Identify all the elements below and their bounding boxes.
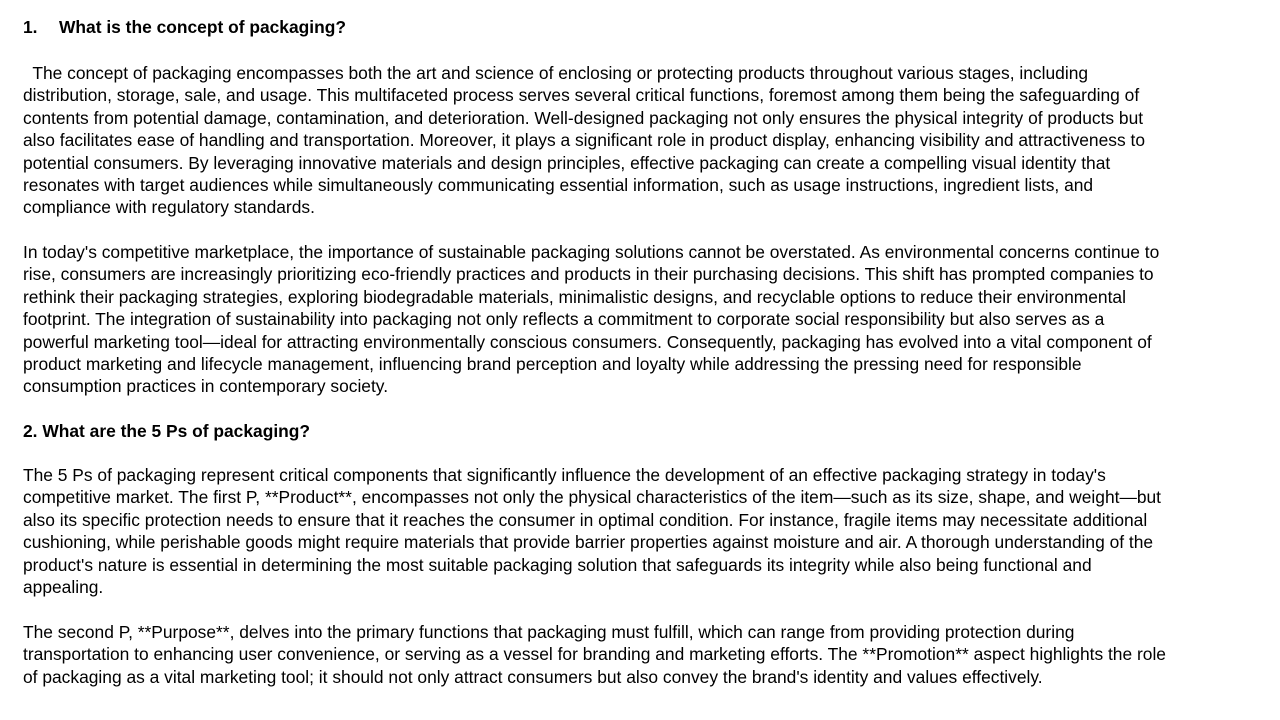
paragraph-line: contents from potential damage, contamination, and deterioration. Well-designed packaging not only ensures the physical integrity of products but bbox=[23, 107, 1144, 128]
paragraph-line: distribution, storage, sale, and usage. This multifaceted process serves several critical functions, foremost among them being the safeguarding of bbox=[23, 85, 1140, 106]
paragraph-line: resonates with target audiences while simultaneously communicating essential information, such as usage instructions, ingredient lists, and bbox=[23, 175, 1094, 196]
paragraph-line: appealing. bbox=[23, 577, 104, 598]
paragraph-line: footprint. The integration of sustainability into packaging not only reflects a commitment to corporate social responsibility but also serves as a bbox=[23, 309, 1105, 330]
paragraph-line: transportation to enhancing user convenience, or serving as a vessel for branding and marketing efforts. The **Promotion** aspect highlights the role bbox=[23, 644, 1166, 665]
section-2-paragraph-2 bbox=[23, 621, 1166, 688]
paragraph-line: cushioning, while perishable goods might require materials that provide barrier properties against moisture and air. A thorough understanding of the bbox=[23, 532, 1154, 553]
heading-number: 1. bbox=[23, 17, 38, 37]
paragraph-line: compliance with regulatory standards. bbox=[23, 197, 315, 218]
section-2-heading: 2. What are the 5 Ps of packaging? bbox=[23, 421, 311, 441]
paragraph-line: powerful marketing tool—ideal for attracting environmentally conscious consumers. Consequently, packaging has evolved into a vital component of bbox=[23, 331, 1152, 352]
paragraph-line: The second P, **Purpose**, delves into the primary functions that packaging must fulfill, which can range from providing protection during bbox=[23, 622, 1075, 642]
heading-text: What is the concept of packaging? bbox=[59, 17, 346, 37]
paragraph-line: The 5 Ps of packaging represent critical components that significantly influence the development of an effective packaging strategy in today's bbox=[23, 465, 1106, 485]
paragraph-line: competitive market. The first P, **Product**, encompasses not only the physical characteristics of the item—such as its size, shape, and weight—but bbox=[23, 487, 1162, 508]
paragraph-line: The concept of packaging encompasses both the art and science of enclosing or protecting products throughout various stages, including bbox=[23, 63, 1089, 83]
paragraph-line: product marketing and lifecycle management, influencing brand perception and loyalty while addressing the pressing need for responsible bbox=[23, 354, 1082, 375]
paragraph-line: rise, consumers are increasingly prioritizing eco-friendly practices and products in their purchasing decisions. This shift has prompted companies to bbox=[23, 264, 1154, 285]
paragraph-line: rethink their packaging strategies, exploring biodegradable materials, minimalistic designs, and recyclable options to reduce their environmental bbox=[23, 286, 1126, 307]
section-1-paragraph-2 bbox=[23, 241, 1159, 398]
section-2-paragraph-1 bbox=[23, 464, 1161, 598]
paragraph-line: also its specific protection needs to ensure that it reaches the consumer in optimal condition. For instance, fragile items may necessitate additional bbox=[23, 509, 1148, 530]
paragraph-line: In today's competitive marketplace, the importance of sustainable packaging solutions cannot be overstated. As environmental concerns continue to bbox=[23, 242, 1160, 262]
section-1-paragraph-1 bbox=[23, 62, 1145, 219]
paragraph-line: of packaging as a vital marketing tool; it should not only attract consumers but also convey the brand's identity and values effectively. bbox=[23, 666, 1043, 687]
paragraph-line: product's nature is essential in determining the most suitable packaging solution that safeguards its integrity while also being functional and bbox=[23, 554, 1092, 575]
paragraph-line: also facilitates ease of handling and transportation. Moreover, it plays a significant role in product display, enhancing visibility and attractiveness to bbox=[23, 130, 1146, 151]
paragraph-line: potential consumers. By leveraging innovative materials and design principles, effective packaging can create a compelling visual identity that bbox=[23, 152, 1111, 173]
section-1-heading bbox=[23, 16, 346, 38]
paragraph-line: consumption practices in contemporary society. bbox=[23, 376, 389, 397]
